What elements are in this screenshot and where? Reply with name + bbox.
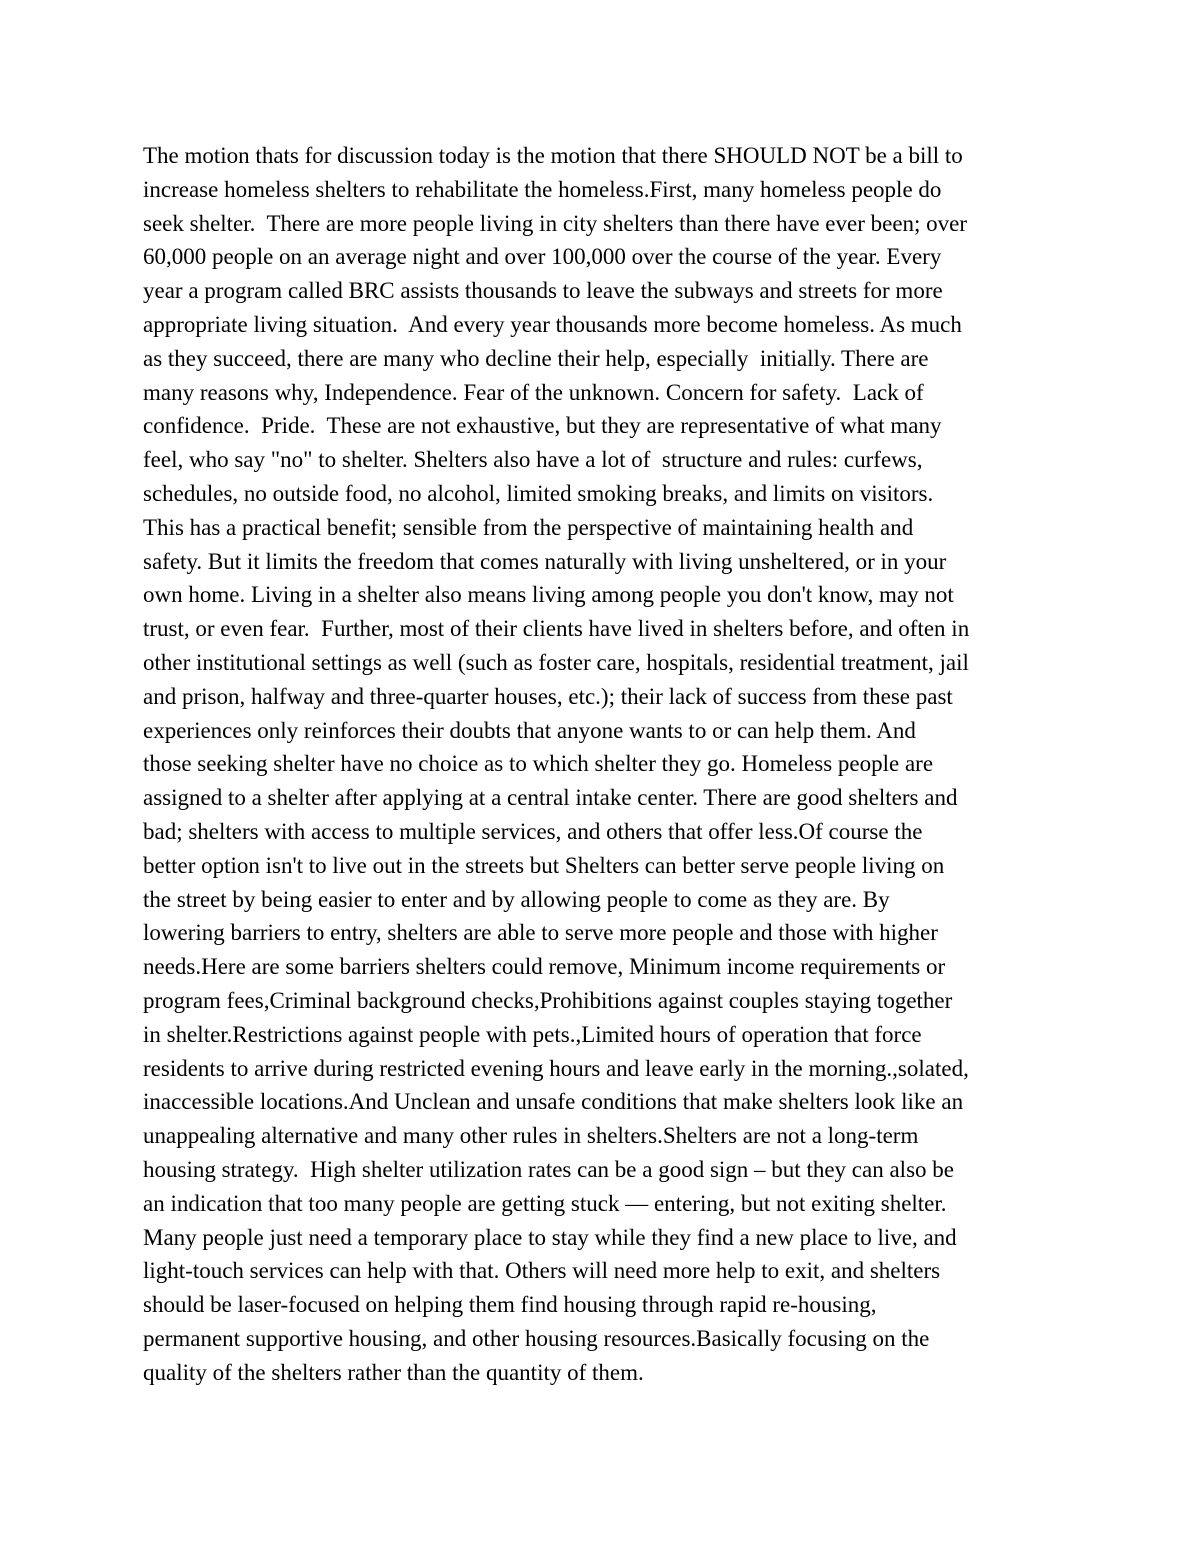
- text-line: lowering barriers to entry, shelters are able to serve more people and those with higher: [143, 920, 938, 946]
- text-line: 60,000 people on an average night and over 100,000 over the course of the year. Every: [143, 244, 942, 270]
- text-line: program fees,Criminal background checks,Prohibitions against couples staying together: [143, 987, 953, 1013]
- text-line: own home. Living in a shelter also means living among people you don't know, may not: [143, 582, 954, 608]
- text-line: permanent supportive housing, and other housing resources.Basically focusing on the: [143, 1325, 930, 1351]
- text-line: year a program called BRC assists thousands to leave the subways and streets for more: [143, 278, 943, 304]
- text-line: increase homeless shelters to rehabilitate the homeless.First, many homeless people do: [143, 176, 942, 202]
- text-line: better option isn't to live out in the streets but Shelters can better serve people living on: [143, 852, 945, 878]
- text-line: should be laser-focused on helping them find housing through rapid re-housing,: [143, 1292, 877, 1318]
- text-line: unappealing alternative and many other rules in shelters.Shelters are not a long-term: [143, 1123, 919, 1149]
- text-line: residents to arrive during restricted evening hours and leave early in the morning.,solated,: [143, 1055, 969, 1081]
- text-line: housing strategy. High shelter utilization rates can be a good sign – but they can also be: [143, 1156, 954, 1182]
- text-line: feel, who say "no" to shelter. Shelters also have a lot of structure and rules: curfews,: [143, 447, 923, 473]
- text-line: schedules, no outside food, no alcohol, limited smoking breaks, and limits on visitors.: [143, 480, 934, 506]
- text-line: and prison, halfway and three-quarter houses, etc.); their lack of success from these past: [143, 683, 953, 709]
- text-line: The motion thats for discussion today is the motion that there SHOULD NOT be a bill to: [143, 143, 963, 168]
- text-line: assigned to a shelter after applying at a central intake center. There are good shelters and: [143, 785, 958, 811]
- text-line: This has a practical benefit; sensible from the perspective of maintaining health and: [143, 514, 914, 540]
- essay-paragraph: [143, 139, 1073, 1389]
- text-line: those seeking shelter have no choice as to which shelter they go. Homeless people are: [143, 751, 934, 777]
- text-line: inaccessible locations.And Unclean and unsafe conditions that make shelters look like an: [143, 1089, 964, 1115]
- text-line: appropriate living situation. And every year thousands more become homeless. As much: [143, 311, 962, 337]
- text-line: experiences only reinforces their doubts that anyone wants to or can help them. And: [143, 717, 916, 743]
- text-line: Many people just need a temporary place to stay while they find a new place to live, and: [143, 1224, 957, 1250]
- text-line: trust, or even fear. Further, most of their clients have lived in shelters before, and often in: [143, 616, 970, 642]
- text-line: bad; shelters with access to multiple services, and others that offer less.Of course the: [143, 818, 923, 844]
- text-line: the street by being easier to enter and by allowing people to come as they are. By: [143, 886, 890, 912]
- text-line: confidence. Pride. These are not exhaustive, but they are representative of what many: [143, 413, 942, 439]
- text-line: in shelter.Restrictions against people with pets.,Limited hours of operation that force: [143, 1021, 922, 1047]
- text-line: light-touch services can help with that. Others will need more help to exit, and shelters: [143, 1258, 941, 1284]
- text-line: seek shelter. There are more people living in city shelters than there have ever been; over: [143, 210, 968, 236]
- text-line: needs.Here are some barriers shelters could remove, Minimum income requirements or: [143, 954, 946, 980]
- text-line: quality of the shelters rather than the quantity of them.: [143, 1359, 644, 1385]
- text-line: other institutional settings as well (such as foster care, hospitals, residential treatment, jail: [143, 649, 969, 675]
- text-line: an indication that too many people are getting stuck — entering, but not exiting shelter.: [143, 1190, 947, 1216]
- text-line: as they succeed, there are many who decline their help, especially initially. There are: [143, 345, 929, 371]
- text-line: safety. But it limits the freedom that comes naturally with living unsheltered, or in your: [143, 548, 947, 574]
- text-line: many reasons why, Independence. Fear of the unknown. Concern for safety. Lack of: [143, 379, 924, 405]
